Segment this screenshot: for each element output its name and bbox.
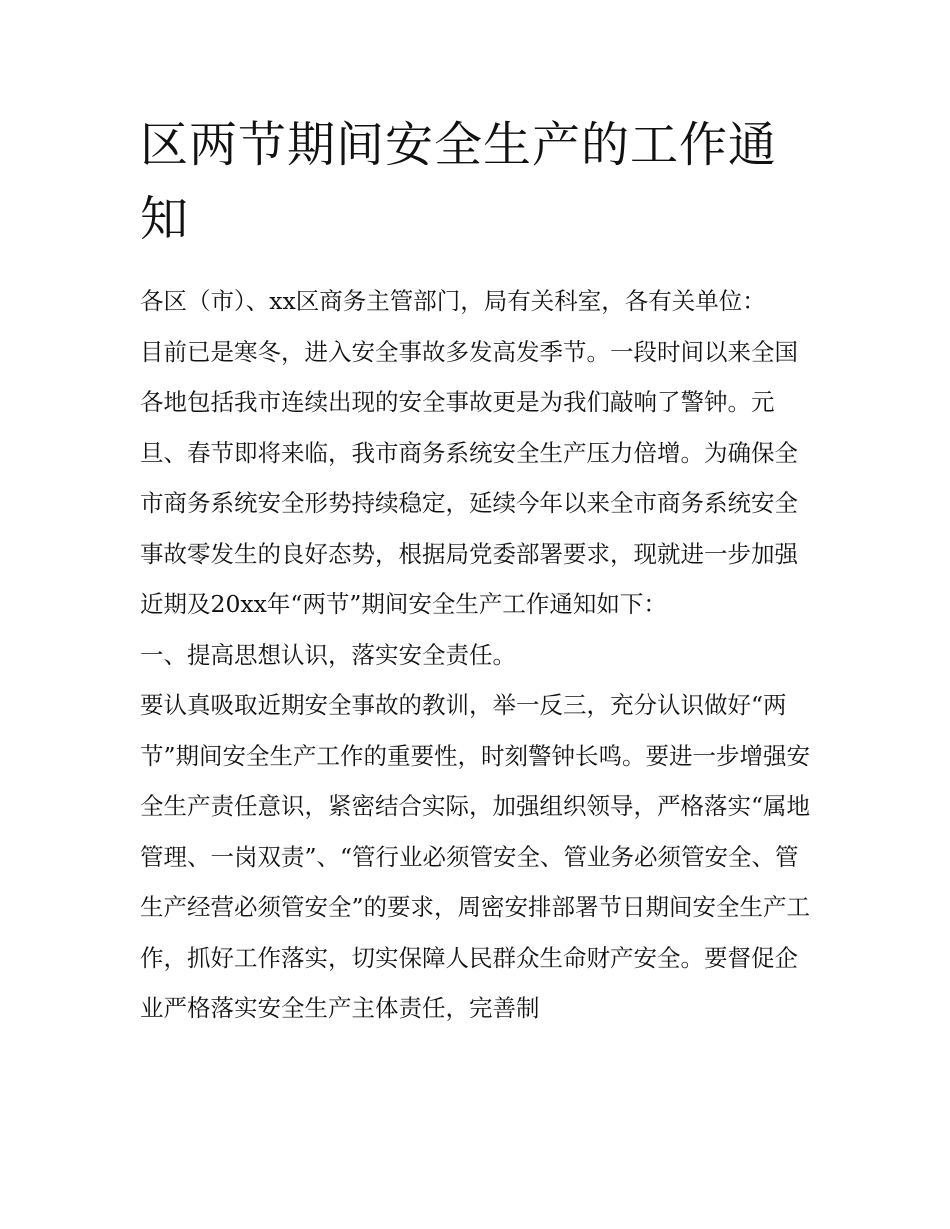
section-heading-1: 一、提高思想认识，落实安全责任。	[140, 640, 516, 669]
paragraph-section-1: 要认真吸取近期安全事故的教训，举一反三，充分认识做好“两节”期间安全生产工作的重要性，时刻警钟长鸣。要进一步增强安全生产责任意识，紧密结合实际，加强组织领导，严格落实“属地管理、一岗双责”、“管行业必须管安全、管业务必须管安全、管生产经营必须管安全”的要求，周密安排部署节日期间安全生产工作，抓好工作落实，切实保障人民群众生命财产安全。要督促企业严格落实安全生产主体责任，完善制	[140, 691, 811, 1022]
paragraph-intro: 目前已是寒冬，进入安全事故多发高发季节。一段时间以来全国各地包括我市连续出现的安全事故更是为我们敲响了警钟。元旦、春节即将来临，我市商务系统安全生产压力倍增。为确保全市商务系统安全形势持续稳定，延续今年以来全市商务系统安全事故零发生的良好态势，根据局党委部署要求，现就进一步加强近期及20xx年“两节”期间安全生产工作通知如下：	[140, 337, 798, 618]
salutation: 各区（市）、xx区商务主管部门，局有关科室，各有关单位：	[140, 287, 766, 315]
document-body	[140, 276, 812, 1034]
document-title: 区两节期间安全生产的工作通知	[140, 117, 778, 247]
